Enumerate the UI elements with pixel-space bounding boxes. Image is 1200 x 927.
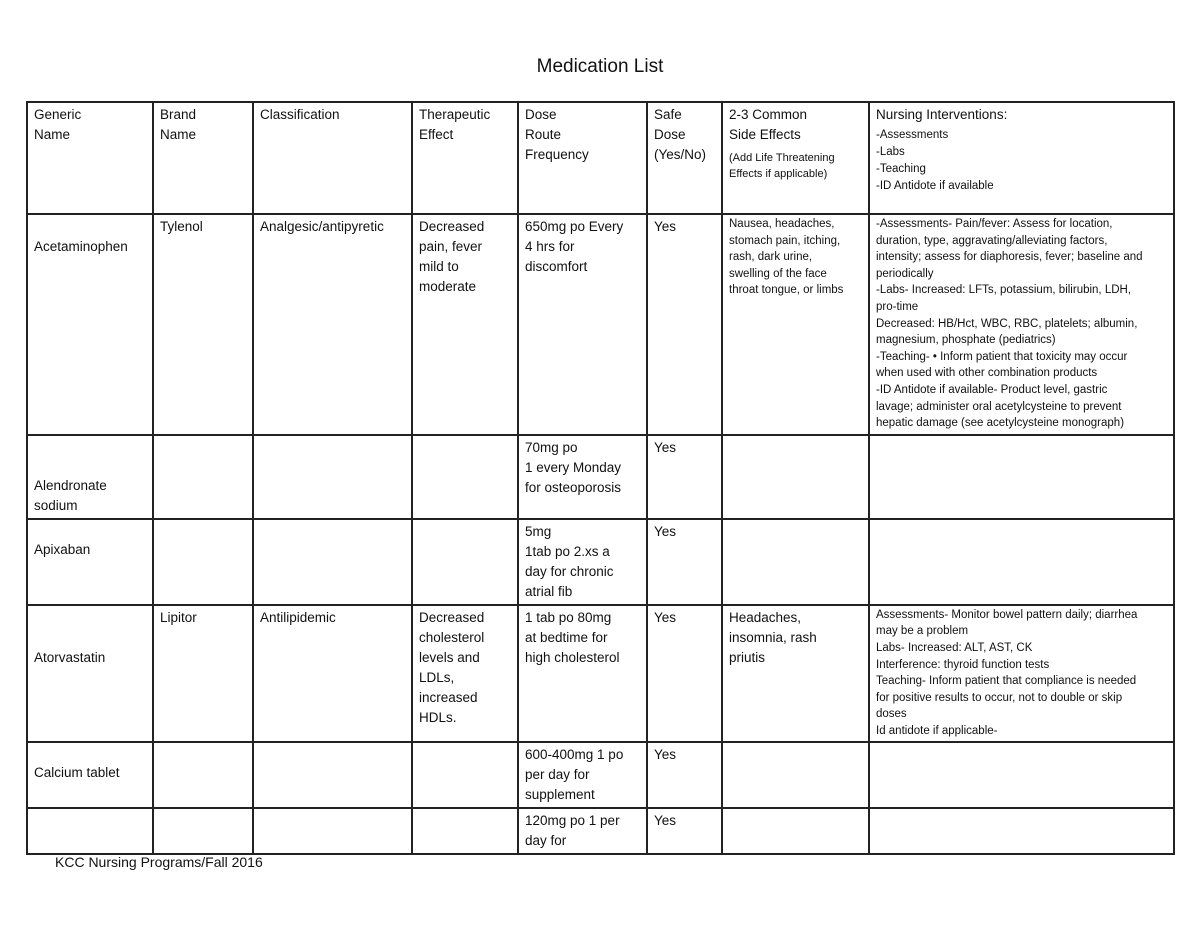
classification-cell: [253, 742, 412, 808]
nursing-interventions-cell: [869, 519, 1174, 605]
side-effects-cell: [722, 519, 869, 605]
table-row: [27, 214, 1174, 435]
header-dose: Dose Route Frequency: [518, 102, 647, 214]
side-effects-cell: Nausea, headaches, stomach pain, itching, rash, dark urine, swelling of the face throat tongue, or limbs: [722, 214, 869, 435]
table-row: [27, 519, 1174, 605]
dose-cell: 120mg po 1 per day for: [518, 808, 647, 854]
nursing-list: -Assessments -Labs -Teaching -ID Antidote if available: [876, 129, 994, 192]
generic-name-cell: Alendronate sodium: [27, 435, 153, 519]
brand-name-cell: [153, 742, 253, 808]
header-safe-dose: Safe Dose (Yes/No): [647, 102, 722, 214]
table-row: [27, 808, 1174, 854]
dose-cell: 70mg po 1 every Monday for osteoporosis: [518, 435, 647, 519]
classification-cell: Antilipidemic: [253, 605, 412, 743]
brand-name-cell: [153, 808, 253, 854]
safe-dose-cell: Yes: [647, 808, 722, 854]
therapeutic-effect-cell: Decreased pain, fever mild to moderate: [412, 214, 518, 435]
nursing-interventions-cell: [869, 435, 1174, 519]
footer-text: KCC Nursing Programs/Fall 2016: [55, 854, 263, 870]
nursing-label: Nursing Interventions:: [876, 107, 1008, 122]
header-generic-name: Generic Name: [27, 102, 153, 214]
generic-name-cell: Apixaban: [27, 519, 153, 605]
classification-cell: Analgesic/antipyretic: [253, 214, 412, 435]
nursing-interventions-cell: [869, 808, 1174, 854]
therapeutic-effect-cell: [412, 435, 518, 519]
nursing-interventions-cell: Assessments- Monitor bowel pattern daily; diarrhea may be a problem Labs- Increased: ALT, AST, CK Interference: thyroid function tests Teaching- Inform patient that compliance is needed for positive results to occur, not to double or skip doses Id antidote if applicable-: [869, 605, 1174, 743]
dose-cell: 1 tab po 80mg at bedtime for high cholesterol: [518, 605, 647, 743]
header-side-effects: [722, 102, 869, 214]
nursing-interventions-cell: [869, 742, 1174, 808]
classification-cell: [253, 435, 412, 519]
header-brand-name: Brand Name: [153, 102, 253, 214]
generic-name-cell: Atorvastatin: [27, 605, 153, 743]
classification-cell: [253, 808, 412, 854]
table-row: [27, 742, 1174, 808]
side-effects-cell: [722, 808, 869, 854]
table-row: [27, 605, 1174, 743]
therapeutic-effect-cell: [412, 519, 518, 605]
brand-name-cell: [153, 519, 253, 605]
brand-name-cell: [153, 435, 253, 519]
table-row: [27, 435, 1174, 519]
side-effects-label: 2-3 Common Side Effects: [729, 107, 808, 142]
therapeutic-effect-cell: [412, 742, 518, 808]
side-effects-cell: [722, 435, 869, 519]
dose-cell: 5mg 1tab po 2.xs a day for chronic atrial fib: [518, 519, 647, 605]
header-row: [27, 102, 1174, 214]
nursing-interventions-cell: -Assessments- Pain/fever: Assess for location, duration, type, aggravating/alleviating factors, intensity; assess for diaphoresis, fever; baseline and periodically -Labs- Increased: LFTs, potassium, bilirubin, LDH, pro-time Decreased: HB/Hct, WBC, RBC, platelets; albumin, magnesium, phosphate (pediatrics) -Teaching- • Inform patient that toxicity may occur when used with other combination products -ID Antidote if available- Product level, gastric lavage; administer oral acetylcysteine to prevent hepatic damage (see acetylcysteine monograph): [869, 214, 1174, 435]
brand-name-cell: Tylenol: [153, 214, 253, 435]
generic-name-cell: Acetaminophen: [27, 214, 153, 435]
medication-table: [26, 101, 1175, 855]
generic-name-cell: Calcium tablet: [27, 742, 153, 808]
side-effects-cell: [722, 742, 869, 808]
safe-dose-cell: Yes: [647, 214, 722, 435]
safe-dose-cell: Yes: [647, 742, 722, 808]
header-classification: Classification: [253, 102, 412, 214]
document-title: Medication List: [536, 56, 664, 77]
classification-cell: [253, 519, 412, 605]
safe-dose-cell: Yes: [647, 605, 722, 743]
dose-cell: 650mg po Every 4 hrs for discomfort: [518, 214, 647, 435]
safe-dose-cell: Yes: [647, 435, 722, 519]
therapeutic-effect-cell: Decreased cholesterol levels and LDLs, increased HDLs.: [412, 605, 518, 743]
side-effects-note: (Add Life Threatening Effects if applicable): [729, 152, 835, 180]
header-nursing-interventions: [869, 102, 1174, 214]
brand-name-cell: Lipitor: [153, 605, 253, 743]
dose-cell: 600-400mg 1 po per day for supplement: [518, 742, 647, 808]
generic-name-cell: [27, 808, 153, 854]
safe-dose-cell: Yes: [647, 519, 722, 605]
side-effects-cell: Headaches, insomnia, rash priutis: [722, 605, 869, 743]
header-therapeutic-effect: Therapeutic Effect: [412, 102, 518, 214]
therapeutic-effect-cell: [412, 808, 518, 854]
